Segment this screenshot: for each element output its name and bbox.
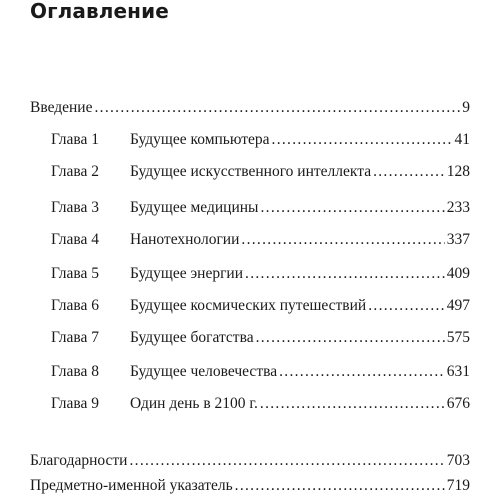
dot-leader [129, 450, 444, 472]
toc-page-number: 9 [462, 99, 470, 116]
toc-entry-chapter-6[interactable] [51, 295, 470, 317]
chapter-label: Глава 8 [51, 363, 100, 380]
dot-leader [373, 161, 445, 183]
dot-leader [260, 393, 445, 415]
toc-entry-title: Будущее человечества [130, 363, 278, 380]
toc-entry-chapter-5[interactable] [51, 263, 470, 285]
toc-entry-chapter-7[interactable] [51, 327, 470, 349]
chapter-label: Глава 6 [51, 297, 100, 314]
toc-entry-chapter-9[interactable] [51, 393, 470, 415]
toc-entry-title: Будущее медицины [130, 199, 259, 216]
toc-page-number: 575 [446, 329, 470, 346]
dot-leader [241, 229, 444, 251]
toc-entry-subject-name-index[interactable] [30, 475, 470, 497]
toc-page-number: 719 [446, 477, 470, 494]
chapter-label: Глава 1 [51, 131, 100, 148]
dot-leader [279, 361, 445, 383]
toc-entry-title: Будущее богатства [130, 329, 254, 346]
toc-entry-title: Один день в 2100 г. [130, 395, 258, 412]
toc-entry-title: Будущее искусственного интеллекта [130, 163, 372, 180]
toc-entry-introduction[interactable] [30, 97, 470, 119]
toc-entry-title: Будущее компьютера [130, 131, 270, 148]
chapter-label: Глава 3 [51, 199, 100, 216]
chapter-label: Глава 5 [51, 265, 100, 282]
toc-entry-chapter-2[interactable] [51, 161, 470, 183]
dot-leader [272, 129, 453, 151]
chapter-label: Глава 7 [51, 329, 100, 346]
toc-page-number: 233 [446, 199, 470, 216]
chapter-label: Глава 4 [51, 231, 100, 248]
toc-entry-title: Предметно-именной указатель [30, 477, 233, 494]
toc-page-number: 676 [446, 395, 470, 412]
dot-leader [256, 327, 445, 349]
toc-entry-title: Благодарности [30, 452, 128, 469]
dot-leader [235, 475, 445, 497]
toc-page-number: 497 [446, 297, 470, 314]
toc-entry-title: Будущее энергии [130, 265, 244, 282]
toc-entry-chapter-8[interactable] [51, 361, 470, 383]
toc-entry-chapter-1[interactable] [51, 129, 470, 151]
toc-entry-chapter-3[interactable] [51, 197, 470, 219]
toc-entry-acknowledgements[interactable] [30, 450, 470, 472]
toc-entry-title: Будущее космических путешествий [130, 297, 367, 314]
page-title: Оглавление [30, 0, 169, 23]
toc-page-number: 703 [446, 452, 470, 469]
toc-page-number: 337 [446, 231, 470, 248]
chapter-label: Глава 2 [51, 163, 100, 180]
toc-page-number: 128 [446, 163, 470, 180]
dot-leader [368, 295, 445, 317]
toc-entry-title: Нанотехнологии [130, 231, 240, 248]
dot-leader [245, 263, 445, 285]
dot-leader [94, 97, 460, 119]
toc-entry-chapter-4[interactable] [51, 229, 470, 251]
toc-page-number: 631 [446, 363, 470, 380]
chapter-label: Глава 9 [51, 395, 100, 412]
toc-page-number: 41 [454, 131, 470, 148]
dot-leader [260, 197, 444, 219]
toc-entry-title: Введение [30, 99, 93, 116]
toc-page-number: 409 [446, 265, 470, 282]
